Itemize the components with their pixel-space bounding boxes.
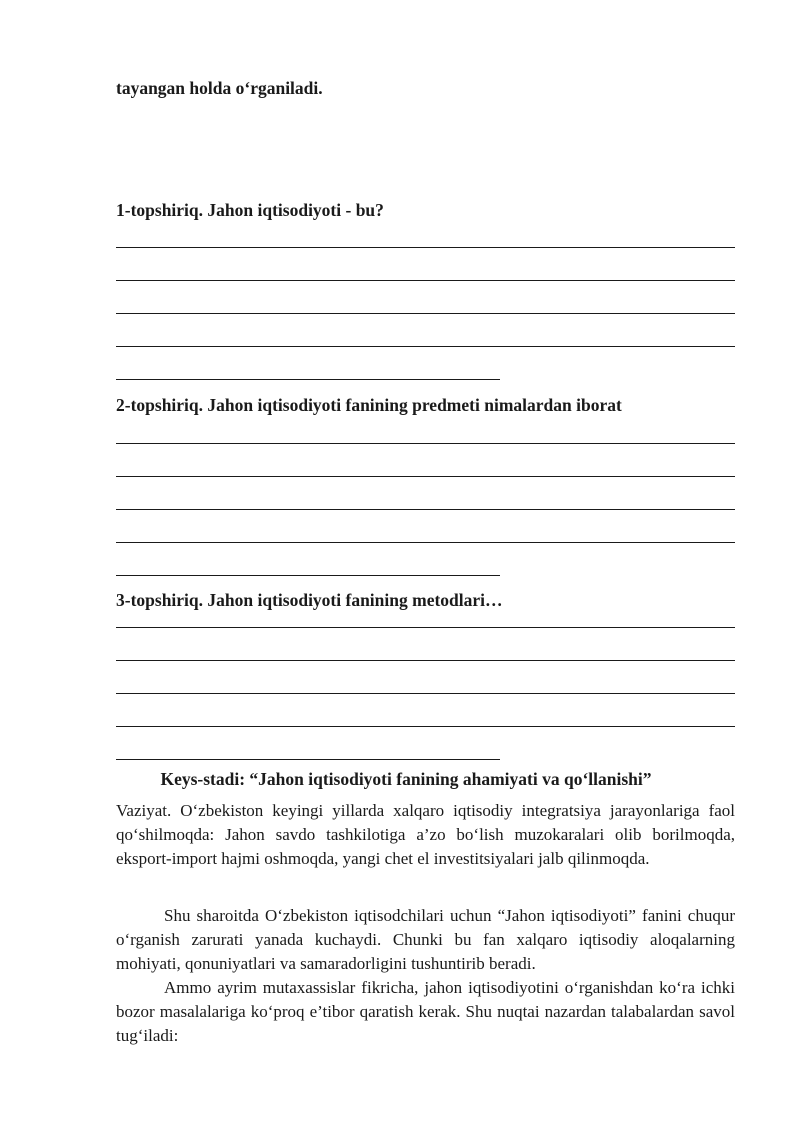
task-1-title: 1-topshiriq. Jahon iqtisodiyoti - bu?	[116, 200, 384, 220]
answer-line[interactable]	[116, 575, 500, 576]
case-paragraph-context: Shu sharoitda O‘zbekiston iqtisodchilari uchun “Jahon iqtisodiyoti” fanini chuqur o‘rganish zarurati yanada kuchaydi. Chunki bu fan xalqaro iqtisodiy aloqalarning mohiyati, qonuniyatlari va samaradorligini tushuntirib beradi.	[116, 906, 735, 974]
answer-line[interactable]	[116, 660, 735, 661]
answer-line[interactable]	[116, 627, 735, 628]
answer-line[interactable]	[116, 379, 500, 380]
task-2-title: 2-topshiriq. Jahon iqtisodiyoti fanining predmeti nimalardan iborat	[116, 395, 622, 415]
answer-line[interactable]	[116, 443, 735, 444]
case-paragraph-situation: Vaziyat. O‘zbekiston keyingi yillarda xalqaro iqtisodiy integratsiya jarayonlariga faol qo‘shilmoqda: Jahon savdo tashkilotiga a’zo bo‘lish muzokaralari olib borilmoqda, eksport-import hajmi oshmoqda, yangi chet el investitsiyalari jalb qilinmoqda.	[116, 801, 735, 869]
answer-line[interactable]	[116, 280, 735, 281]
answer-line[interactable]	[116, 693, 735, 694]
case-paragraph-question: Ammo ayrim mutaxassislar fikricha, jahon iqtisodiyotini o‘rganishdan ko‘ra ichki bozor masalalariga ko‘proq e’tibor qaratish kerak. Shu nuqtai nazardan talabalardan savol tug‘iladi:	[116, 978, 735, 1046]
answer-line[interactable]	[116, 542, 735, 543]
answer-line[interactable]	[116, 726, 735, 727]
answer-line[interactable]	[116, 313, 735, 314]
case-study-title: Keys-stadi: “Jahon iqtisodiyoti fanining ahamiyati va qo‘llanishi”	[160, 769, 652, 789]
answer-line[interactable]	[116, 509, 735, 510]
answer-line[interactable]	[116, 476, 735, 477]
answer-line[interactable]	[116, 346, 735, 347]
answer-line[interactable]	[116, 247, 735, 248]
continuation-line: tayangan holda o‘rganiladi.	[116, 78, 323, 98]
answer-line[interactable]	[116, 759, 500, 760]
task-3-title: 3-topshiriq. Jahon iqtisodiyoti fanining metodlari…	[116, 590, 503, 610]
